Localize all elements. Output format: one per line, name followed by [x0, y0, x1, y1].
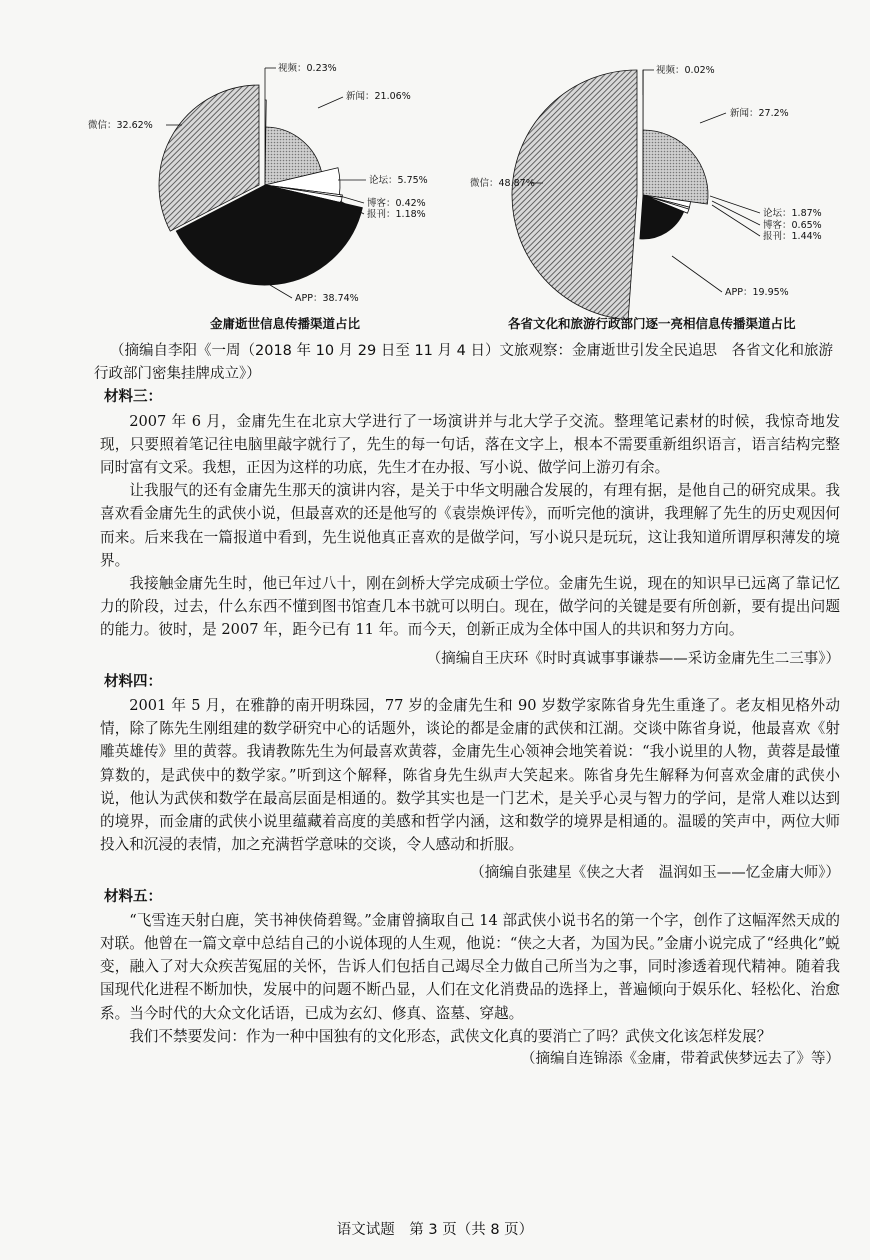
material-3-paragraph-2: 让我服气的还有金庸先生那天的演讲内容，是关于中华文明融合发展的，有理有据，是他自己的研究成果。我喜欢看金庸先生的武侠小说，但最喜欢的还是他写的《袁崇焕评传》，而听完他的演讲，我理解了先生的历史观因何而来。后来我在一篇报道中看到，先生说他真正喜欢的是做学问，写小说只是玩玩，这让我知道所谓厚积薄发的境界。 — [100, 482, 840, 569]
material-5-paragraph-1: “飞雪连天射白鹿，笑书神侠倚碧鸳。”金庸曾摘取自己 14 部武侠小说书名的第一个字，创作了这幅浑然天成的对联。他曾在一篇文章中总结自己的小说体现的人生观，他说：“侠之大者，为国为民。”金庸小说完成了“经典化”蜕变，融入了对大众疾苦冤屈的关怀，告诉人们包括自己竭尽全力做自己所当为之事，同时渗透着现代精神。随着我国现代化进程不断加快，发展中的问题不断凸显，人们在文化消费品的选择上，普遍倾向于娱乐化、轻松化、治愈系。当今时代的大众文化话语，已成为玄幻、修真、盗墓、穿越。 — [100, 911, 840, 1022]
material-5-paragraph-2: 我们不禁要发问：作为一种中国独有的文化形态，武侠文化真的要消亡了吗？武侠文化该怎样发展？ — [129, 1027, 772, 1045]
chart2-label-news: 新闻：27.2% — [730, 108, 789, 119]
material-3-paragraph-1: 2007 年 6 月，金庸先生在北京大学进行了一场演讲并与北大学子交流。整理笔记素材的时候，我惊奇地发现，只要照着笔记往电脑里敲字就行了，先生的每一句话，落在文字上，根本不需要重新组织语言，语言结构完整同时富有文采。我想，正因为这样的功底，先生才在办报、写小说、做学问上游刃有余。 — [100, 412, 840, 477]
page-footer: 语文试题 第 3 页（共 8 页） — [336, 1222, 534, 1238]
chart2-label-forum: 论坛：1.87% — [763, 208, 822, 219]
source-material-3: （摘编自王庆环《时时真诚事事谦恭——采访金庸先生二三事》） — [426, 650, 840, 667]
chart2-label-blog: 博客：0.65% — [763, 220, 822, 231]
source-material-4: （摘编自张建星《侠之大者 温润如玉——忆金庸大师》） — [470, 865, 840, 882]
source-material-5: （摘编自连锦添《金庸，带着武侠梦远去了》等） — [521, 1051, 840, 1068]
chart1-label-wechat: 微信：32.62% — [88, 120, 153, 131]
chart2-label-video: 视频：0.02% — [656, 65, 715, 76]
chart1-label-video: 视频：0.23% — [278, 63, 337, 74]
chart1-label-forum: 论坛：5.75% — [369, 175, 428, 186]
chart1-title: 金庸逝世信息传播渠道占比 — [210, 316, 361, 331]
chart1-label-app: APP：38.74% — [295, 293, 359, 304]
chart2-label-app: APP：19.95% — [725, 287, 789, 298]
charts-svg — [0, 0, 870, 340]
material-4-heading: 材料四： — [104, 673, 162, 690]
chart2-slice-6 — [512, 70, 637, 320]
material-4-paragraph-1: 2001 年 5 月，在雅静的南开明珠园，77 岁的金庸先生和 90 岁数学家陈省身先生重逢了。老友相见格外动情，除了陈先生刚组建的数学研究中心的话题外，谈论的都是金庸的武侠和江湖。交谈中陈省身说，他最喜欢《射雕英雄传》里的黄蓉。我请教陈先生为何最喜欢黄蓉，金庸先生心领神会地笑着说：“我小说里的人物，黄蓉是最懂算数的，是武侠中的数学家。”听到这个解释，陈省身先生纵声大笑起来。陈省身先生解释为何喜欢金庸的武侠小说，他认为武侠和数学在最高层面是相通的。数学其实也是一门艺术，是关乎心灵与智力的学问，是常人难以达到的境界，而金庸的武侠小说里蕴藏着高度的美感和哲学内涵，这和数学的境界是相通的。温暖的笑声中，两位大师投入和沉浸的表情，加之充满哲学意味的交谈，令人感动和折服。 — [100, 697, 840, 854]
chart2-slice-1 — [643, 130, 708, 204]
material-3-paragraph-3: 我接触金庸先生时，他已年过八十，刚在剑桥大学完成硕士学位。金庸先生说，现在的知识早已远离了靠记忆力的阶段，过去，什么东西不懂到图书馆查几本书就可以明白。现在，做学问的关键是要有所创新，要有提出问题的能力。彼时，是 2007 年，距今已有 11 年。而今天，创新正成为全体中国人的共识和努力方向。 — [100, 575, 840, 639]
document-body — [94, 340, 840, 1071]
chart2-label-paper: 报刊：1.44% — [763, 231, 822, 242]
chart1-label-news: 新闻：21.06% — [346, 91, 411, 102]
source-material-2: （摘编自李阳《一周（2018 年 10 月 29 日至 11 月 4 日）文旅观察：金庸逝世引发全民追思 各省文化和旅游行政部门密集挂牌成立》） — [94, 343, 833, 383]
chart2-title: 各省文化和旅游行政部门逐一亮相信息传播渠道占比 — [508, 316, 796, 331]
chart1-label-paper: 报刊：1.18% — [367, 209, 426, 220]
chart1-label-blog: 博客：0.42% — [367, 198, 426, 209]
charts-area — [0, 0, 870, 340]
material-3-heading: 材料三： — [104, 389, 162, 406]
chart2-label-wechat: 微信：48.87% — [470, 178, 535, 189]
material-5-heading: 材料五： — [104, 888, 162, 905]
